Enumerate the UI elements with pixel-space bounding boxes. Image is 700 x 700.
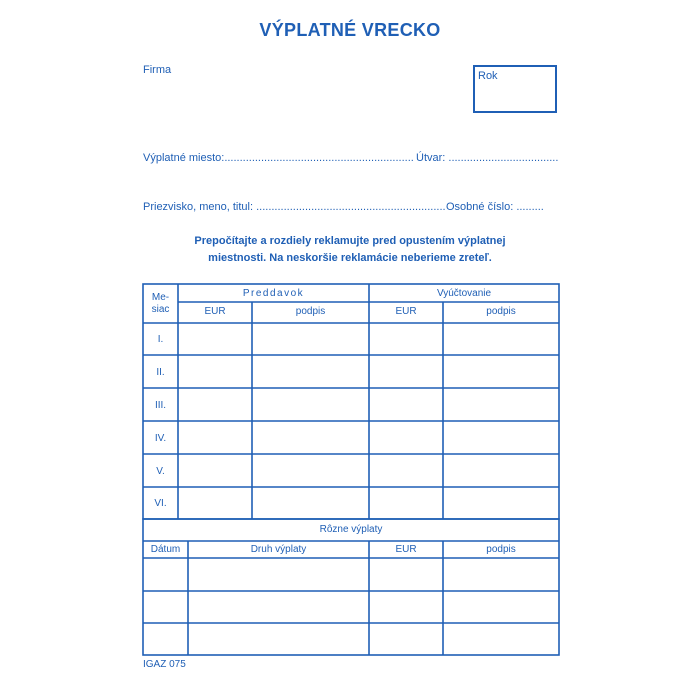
utvar-field[interactable]: Útvar: .................................... [416,152,559,164]
col-mesiac-header [143,292,178,316]
form-title: VÝPLATNÉ VRECKO [259,20,441,40]
osobne-cislo-field[interactable]: Osobné číslo: ......... [446,201,544,213]
notice-line-2: miestnosti. Na neskoršie reklamácie neberieme zreteľ. [208,252,492,264]
table2-border [143,519,559,655]
col-podpis-3: podpis [486,544,516,555]
group-preddavok: Preddavok [242,288,305,299]
month-label: I. [157,334,164,345]
notice-line-1: Prepočítajte a rozdiely reklamujte pred opustením výplatnej [194,235,506,247]
col-mesiac-line2: siac [151,304,170,315]
month-label: IV. [154,433,167,444]
col-podpis-2: podpis [486,306,516,317]
vyplatne-miesto-field[interactable]: Výplatné miesto:.............................................................. [143,152,414,164]
col-eur-2: EUR [395,306,417,317]
priezvisko-field[interactable]: Priezvisko, meno, titul: .............................................................. [143,201,446,213]
col-datum: Dátum [150,544,181,555]
rok-label: Rok [478,70,498,82]
form-code: IGAZ 075 [143,659,186,670]
col-eur-1: EUR [204,306,226,317]
month-label: VI. [154,498,167,509]
month-label: III. [154,400,167,411]
group-vyuctovanie: Vyúčtovanie [436,288,492,299]
col-eur-3: EUR [395,544,417,555]
table2-title: Rôzne výplaty [319,524,383,535]
table1-border [143,284,559,519]
firma-label: Firma [143,64,172,76]
month-label: V. [156,466,165,477]
col-mesiac-line1: Me- [151,292,170,303]
month-label: II. [156,367,165,378]
col-druh-vyplaty: Druh výplaty [250,544,307,555]
col-podpis-1: podpis [295,306,326,317]
